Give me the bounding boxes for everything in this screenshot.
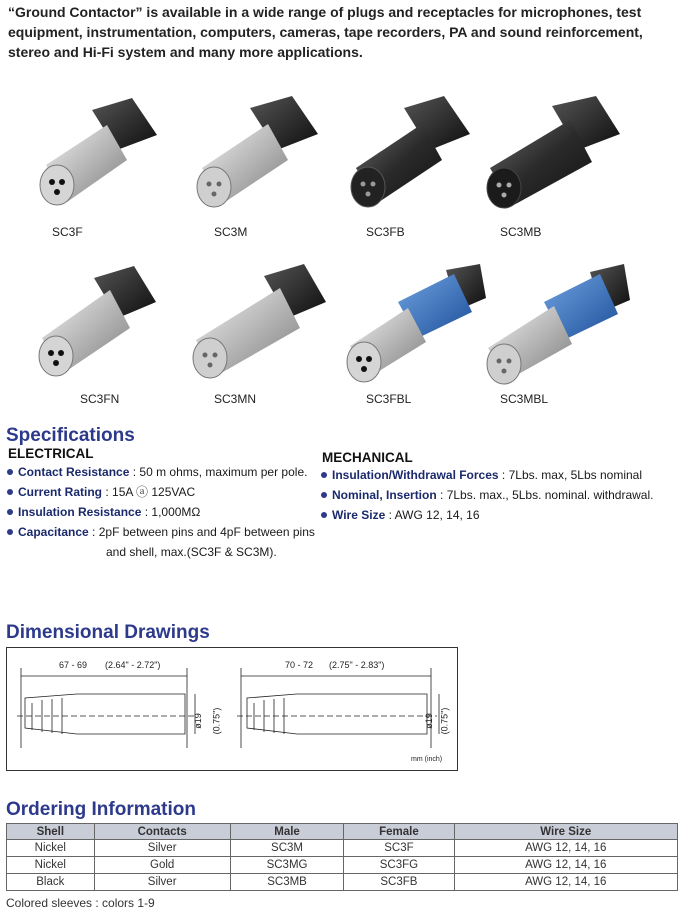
male-diameter: ø19 <box>423 713 434 729</box>
spec-item <box>6 502 326 522</box>
intro-text: “Ground Contactor” is available in a wide range of plugs and receptacles for microphones, test equipment, instrumentation, computers, cameras, tape recorders, PA and sound reinforcement, stereo and Hi-Fi system and many more applications. <box>8 4 643 60</box>
spec-separator: : <box>436 488 447 502</box>
table-cell: SC3MG <box>230 857 344 874</box>
product-sc3m <box>180 90 330 250</box>
table-cell: AWG 12, 14, 16 <box>454 840 677 857</box>
connector-image <box>336 258 486 388</box>
table-cell: Nickel <box>7 857 95 874</box>
table-row <box>7 840 678 857</box>
specifications-title: Specifications <box>6 425 135 446</box>
table-cell: Black <box>7 874 95 891</box>
connector-image <box>180 90 330 220</box>
connector-image <box>480 90 630 220</box>
dimensional-drawing <box>6 647 458 771</box>
table-cell: SC3F <box>344 840 454 857</box>
male-length-inch: (2.75" - 2.83") <box>329 660 385 670</box>
table-cell: Gold <box>94 857 230 874</box>
spec-value: 7Lbs. max, 5Lbs nominal <box>508 468 643 482</box>
product-sc3mb <box>480 90 630 250</box>
spec-item <box>320 505 680 525</box>
colored-sleeves-note: Colored sleeves : colors 1-9 <box>6 896 155 910</box>
column-header: Contacts <box>94 824 230 840</box>
table-cell: SC3M <box>230 840 344 857</box>
female-diameter: ø19 <box>192 713 203 729</box>
table-row <box>7 874 678 891</box>
spec-name: Insulation/Withdrawal Forces <box>332 468 499 482</box>
table-cell: AWG 12, 14, 16 <box>454 874 677 891</box>
connector-image <box>180 258 330 388</box>
mechanical-list <box>320 465 680 525</box>
column-header: Shell <box>7 824 95 840</box>
product-sc3fbl <box>336 258 486 418</box>
product-sc3f <box>22 90 172 250</box>
table-cell: Nickel <box>7 840 95 857</box>
product-label: SC3FB <box>366 225 405 239</box>
spec-name: Contact Resistance <box>18 465 130 479</box>
spec-separator: : <box>498 468 509 482</box>
spec-name: Nominal, Insertion <box>332 488 437 502</box>
product-sc3fb <box>336 90 486 250</box>
spec-value: 2pF between pins and 4pF between pins <box>98 525 315 539</box>
connector-image <box>22 258 172 388</box>
table-cell: Silver <box>94 840 230 857</box>
spec-separator: : <box>88 525 99 539</box>
female-length-inch: (2.64" - 2.72") <box>105 660 161 670</box>
product-label: SC3MB <box>500 225 542 239</box>
spec-name: Capacitance <box>18 525 89 539</box>
spec-value: AWG 12, 14, 16 <box>394 508 480 522</box>
product-label: SC3FBL <box>366 392 412 406</box>
mechanical-heading: MECHANICAL <box>322 450 413 465</box>
electrical-heading: ELECTRICAL <box>8 446 94 461</box>
table-row <box>7 857 678 874</box>
spec-item <box>320 465 680 485</box>
column-header: Wire Size <box>454 824 677 840</box>
spec-item <box>6 462 326 482</box>
spec-name: Current Rating <box>18 485 102 499</box>
drawings-title: Dimensional Drawings <box>6 622 210 643</box>
male-length: 70 - 72 <box>285 660 314 670</box>
spec-value: 15A ⓐ 125VAC <box>112 485 196 499</box>
table-cell: SC3MB <box>230 874 344 891</box>
spec-value: 1,000MΩ <box>151 505 201 519</box>
ordering-title: Ordering Information <box>6 799 196 820</box>
table-cell: SC3FB <box>344 874 454 891</box>
spec-name: Wire Size <box>332 508 386 522</box>
male-diameter-inch: (0.75") <box>439 707 450 735</box>
spec-item <box>6 482 326 502</box>
spec-item <box>6 522 326 562</box>
product-label: SC3MN <box>214 392 257 406</box>
table-header-row <box>7 824 678 840</box>
product-label: SC3MBL <box>500 392 549 406</box>
column-header: Male <box>230 824 344 840</box>
product-sc3fn <box>22 258 172 418</box>
table-cell: AWG 12, 14, 16 <box>454 857 677 874</box>
product-label: SC3FN <box>80 392 120 406</box>
spec-value: 50 m ohms, maximum per pole. <box>139 465 308 479</box>
spec-value: 7Lbs. max., 5Lbs. nominal. withdrawal. <box>446 488 654 502</box>
connector-image <box>22 90 172 220</box>
connector-image <box>480 258 630 388</box>
spec-item <box>320 485 680 505</box>
column-header: Female <box>344 824 454 840</box>
electrical-list <box>6 462 326 562</box>
spec-value-continuation: and shell, max.(SC3F & SC3M). <box>106 545 277 559</box>
product-label: SC3M <box>214 225 248 239</box>
spec-separator: : <box>141 505 152 519</box>
spec-separator: : <box>129 465 140 479</box>
female-diameter-inch: (0.75") <box>211 707 222 735</box>
table-cell: Silver <box>94 874 230 891</box>
table-cell: SC3FG <box>344 857 454 874</box>
connector-image <box>336 90 486 220</box>
female-length: 67 - 69 <box>59 660 88 670</box>
spec-name: Insulation Resistance <box>18 505 142 519</box>
product-label: SC3F <box>52 225 83 239</box>
product-sc3mn <box>180 258 330 418</box>
ordering-table <box>6 823 678 891</box>
spec-separator: : <box>102 485 113 499</box>
unit-label: mm (inch) <box>411 756 443 763</box>
product-sc3mbl <box>480 258 630 418</box>
spec-separator: : <box>385 508 395 522</box>
